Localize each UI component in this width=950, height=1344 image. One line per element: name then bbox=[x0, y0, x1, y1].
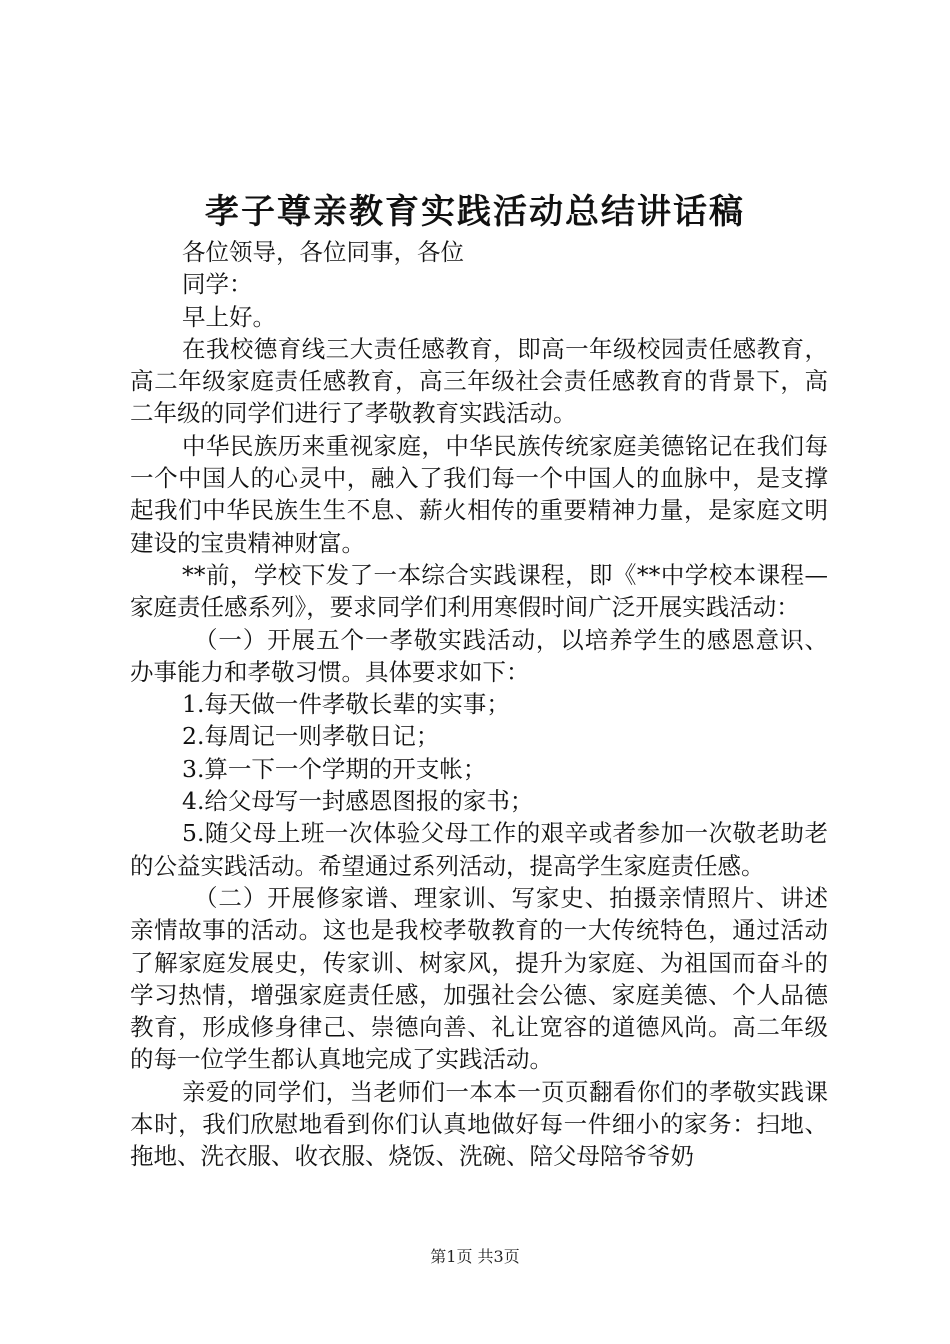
paragraph: 同学： bbox=[182, 270, 253, 299]
paragraph: （二）开展修家谱、理家训、写家史、拍摄亲情照片、讲述亲情故事的活动。这也是我校孝敬教育的一大传统特色，通过活动了解家庭发展史，传家训、树家风，提升为家庭、为祖国而奋斗的学习热情，增强家庭责任感，加强社会公德、家庭美德、个人品德教育，形成修身律己、崇德向善、礼让宽容的道德风尚。高二年级的每一位学生都认真地完成了实践活动。 bbox=[130, 883, 828, 1074]
paragraph: 亲爱的同学们，当老师们一本本一页页翻看你们的孝敬实践课本时，我们欣慰地看到你们认真地做好每一件细小的家务：扫地、拖地、洗衣服、收衣服、烧饭、洗碗、陪父母陪爷爷奶 bbox=[130, 1077, 828, 1171]
list-item: 3.算一下一个学期的开支帐； bbox=[182, 754, 487, 783]
paragraph: 中华民族历来重视家庭，中华民族传统家庭美德铭记在我们每一个中国人的心灵中，融入了我们每一个中国人的血脉中，是支撑起我们中华民族生生不息、薪火相传的重要精神力量，是家庭文明建设的宝贵精神财富。 bbox=[130, 431, 828, 557]
list-item: 5.随父母上班一次体验父母工作的艰辛或者参加一次敬老助老的公益实践活动。希望通过系列活动，提高学生家庭责任感。 bbox=[130, 819, 828, 880]
paragraph: 各位领导，各位同事，各位 bbox=[182, 238, 464, 266]
list-item: 4.给父母写一封感恩图报的家书； bbox=[182, 787, 534, 816]
paragraph: 在我校德育线三大责任感教育，即高一年级校园责任感教育，高二年级家庭责任感教育，高三年级社会责任感教育的背景下，高二年级的同学们进行了孝敬教育实践活动。 bbox=[130, 334, 828, 428]
paragraph: （一）开展五个一孝敬实践活动，以培养学生的感恩意识、办事能力和孝敬习惯。具体要求如下： bbox=[130, 625, 828, 686]
paragraph: **前，学校下发了一本综合实践课程，即《**中学校本课程—家庭责任感系列》，要求同学们利用寒假时间广泛开展实践活动： bbox=[130, 560, 828, 622]
page-footer: 第1页 共3页 bbox=[430, 1247, 520, 1266]
document-body bbox=[130, 236, 828, 1173]
list-item: 1.每天做一件孝敬长辈的实事； bbox=[182, 690, 510, 719]
list-item: 2.每周记一则孝敬日记； bbox=[182, 722, 440, 751]
document-title: 孝子尊亲教育实践活动总结讲话稿 bbox=[205, 192, 745, 232]
paragraph: 早上好。 bbox=[182, 302, 276, 331]
